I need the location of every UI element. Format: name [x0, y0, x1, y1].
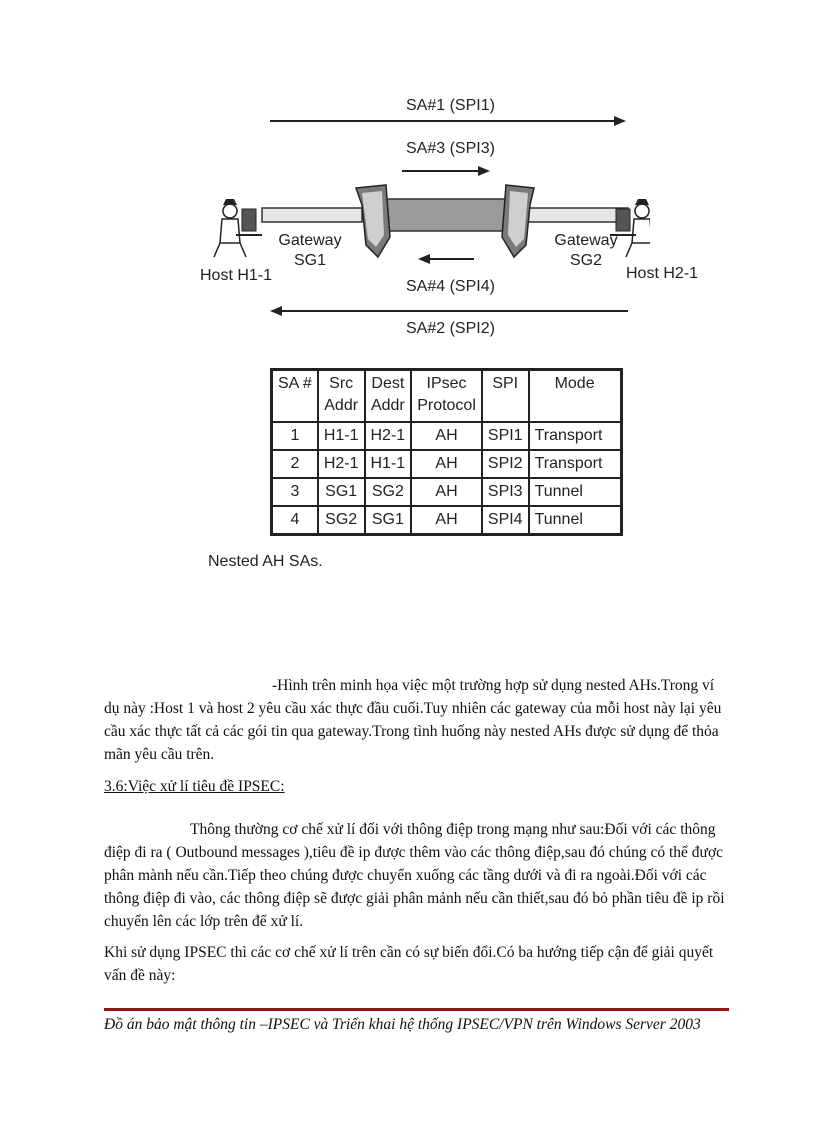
gateway-sg1-name: SG1 [293, 252, 326, 269]
col-mode: Mode [529, 370, 622, 423]
section-title: Việc xử lí tiêu đề IPSEC: [127, 778, 285, 795]
col-protocol: IPsec Protocol [411, 370, 482, 423]
host-h1-label: Host H1-1 [200, 267, 273, 284]
figure-caption: Nested AH SAs. [208, 553, 323, 570]
host-h2-label: Host H2-1 [626, 265, 699, 282]
gateway-sg1-label [278, 231, 342, 271]
nested-ah-figure [190, 85, 699, 590]
footer-divider [104, 1008, 729, 1011]
sa4-label: SA#4 (SPI4) [406, 278, 495, 295]
table-row: 4 SG2 SG1 AH SPI4 Tunnel [272, 506, 622, 535]
table-row: 2 H2-1 H1-1 AH SPI2 Transport [272, 450, 622, 478]
section-heading-3-6 [104, 775, 729, 798]
gateway-sg2-word: Gateway [554, 232, 618, 249]
paragraph-nested-ah: -Hình trên minh họa việc một trường hợp sử dụng nested AHs.Trong ví dụ này :Host 1 và host 2 yêu cầu xác thực đầu cuối.Tuy nhiên các gateway của mỗi host này lại yêu cầu xác thực tất cả các gói tin qua gateway.Trong tình huống này nested AHs được sử dụng để thỏa mãn yêu cầu trên. [104, 677, 722, 763]
table-row: 1 H1-1 H2-1 AH SPI1 Transport [272, 422, 622, 450]
sa3-label: SA#3 (SPI3) [406, 140, 495, 157]
host-h1-person-icon [214, 199, 262, 257]
col-spi: SPI [482, 370, 529, 423]
col-dest: Dest Addr [365, 370, 412, 423]
sa1-label: SA#1 (SPI1) [406, 97, 495, 114]
sa3-arrowhead [478, 166, 490, 176]
sa2-label: SA#2 (SPI2) [406, 320, 495, 337]
paragraph-message-processing: Thông thường cơ chế xử lí đối với thông điệp trong mạng như sau:Đối với các thông điệp đi ra ( Outbound messages ),tiêu đề ip được thêm vào các thông điệp,sau đó chúng có thể được phân mành nếu cần.Tiếp theo chúng được chuyển xuống các tầng dưới và đi ra ngoài.Đối với các thông điệp đi vào, các thông điệp sẽ được giải phân mảnh nếu cần thiết,sau đó bỏ phần tiêu đề ip rồi chuyển lên các lớp trên để xử lí. [104, 821, 725, 930]
left-link [262, 208, 362, 222]
col-sa: SA # [272, 370, 318, 423]
sa4-arrowhead [418, 254, 430, 264]
sa1-arrowhead [614, 116, 626, 126]
gateway-sg1-word: Gateway [278, 232, 342, 249]
sa-table-header-row [272, 370, 622, 423]
paragraph-ipsec-approaches: Khi sử dụng IPSEC thì các cơ chế xử lí trên cần có sự biến đổi.Có ba hướng tiếp cận để giải quyết vấn đề này: [104, 944, 714, 984]
section-number: 3.6: [104, 778, 128, 795]
col-src: Src Addr [318, 370, 365, 423]
gateway-sg2-name: SG2 [569, 252, 602, 269]
gateway-sg2-label [552, 231, 620, 271]
page-footer: Đồ án bảo mật thông tin –IPSEC và Triển khai hệ thống IPSEC/VPN trên Windows Server 2003 [104, 1016, 701, 1033]
right-link [528, 208, 628, 222]
sa-table [270, 368, 623, 536]
table-row: 3 SG1 SG2 AH SPI3 Tunnel [272, 478, 622, 506]
sa2-arrowhead [270, 306, 282, 316]
tunnel [378, 199, 514, 231]
